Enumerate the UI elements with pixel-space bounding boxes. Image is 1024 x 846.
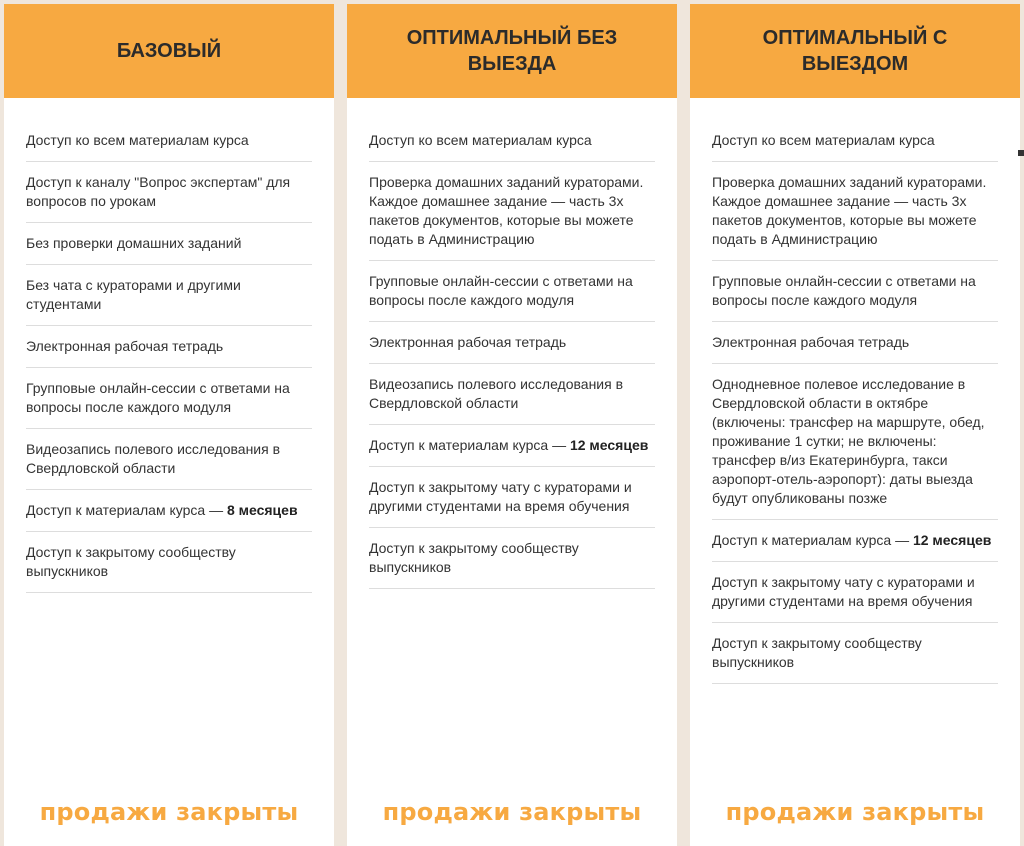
- plan-card-optimal-with-trip: [690, 4, 1020, 846]
- feature-item: [712, 562, 998, 623]
- feature-text: Доступ к закрытому чату с кураторами и другими студентами на время обучения: [369, 479, 632, 514]
- feature-item: [26, 326, 312, 368]
- feature-highlight: 12 месяцев: [912, 532, 992, 548]
- feature-item: [369, 364, 655, 425]
- plan-card-optimal-no-trip: [347, 4, 677, 846]
- feature-text: Без чата с кураторами и другими студентами: [26, 277, 241, 312]
- feature-highlight: 12 месяцев: [569, 437, 649, 453]
- feature-text: Без проверки домашних заданий: [26, 235, 242, 251]
- feature-text: Доступ к закрытому сообществу выпускников: [712, 635, 922, 670]
- feature-text: Видеозапись полевого исследования в Свердловской области: [26, 441, 281, 476]
- feature-text: Доступ к материалам курса —: [369, 437, 570, 453]
- plan-title: ОПТИМАЛЬНЫЙ С ВЫЕЗДОМ: [762, 27, 948, 75]
- feature-text: Видеозапись полевого исследования в Свердловской области: [369, 376, 624, 411]
- feature-item: [712, 120, 998, 162]
- feature-text: Однодневное полевое исследование в Свердловской области в октябре (включены: трансфер на маршруте, обед, проживание 1 сутки; не включены: трансфер в/из Екатеринбурга, такси аэропорт-отель-аэропорт): даты выезда будут опубликованы позже: [712, 376, 985, 506]
- feature-list: [690, 120, 998, 684]
- sales-closed-label: продажи закрыты: [725, 798, 985, 826]
- feature-item: [26, 532, 312, 593]
- feature-item: [369, 425, 655, 467]
- plan-title: БАЗОВЫЙ: [116, 40, 222, 62]
- feature-item: [369, 322, 655, 364]
- feature-text: Доступ ко всем материалам курса: [712, 132, 935, 148]
- feature-item: [712, 162, 998, 261]
- feature-list: [347, 120, 655, 589]
- feature-item: [712, 322, 998, 364]
- feature-item: [369, 261, 655, 322]
- feature-item: [26, 120, 312, 162]
- feature-text: Проверка домашних заданий кураторами. Каждое домашнее задание — часть 3х пакетов документов, которые вы можете подать в Администрацию: [712, 174, 987, 247]
- feature-item: [26, 368, 312, 429]
- feature-text: Доступ к каналу "Вопрос экспертам" для вопросов по урокам: [26, 174, 291, 209]
- feature-item: [369, 467, 655, 528]
- feature-text: Доступ к материалам курса —: [26, 502, 227, 518]
- feature-text: Электронная рабочая тетрадь: [712, 334, 910, 350]
- feature-text: Доступ ко всем материалам курса: [26, 132, 249, 148]
- sales-closed-label: продажи закрыты: [39, 798, 299, 826]
- feature-text: Доступ к закрытому сообществу выпускников: [369, 540, 579, 575]
- feature-item: [712, 261, 998, 322]
- feature-text: Проверка домашних заданий кураторами. Каждое домашнее задание — часть 3х пакетов документов, которые вы можете подать в Администрацию: [369, 174, 644, 247]
- feature-text: Доступ к материалам курса —: [712, 532, 913, 548]
- feature-item: [369, 528, 655, 589]
- feature-highlight: 8 месяцев: [226, 502, 298, 518]
- plan-header: [4, 4, 334, 98]
- feature-text: Доступ к закрытому чату с кураторами и другими студентами на время обучения: [712, 574, 975, 609]
- sales-closed-label: продажи закрыты: [382, 798, 642, 826]
- feature-item: [26, 162, 312, 223]
- plan-card-basic: [4, 4, 334, 846]
- feature-text: Электронная рабочая тетрадь: [369, 334, 567, 350]
- feature-text: Групповые онлайн-сессии с ответами на вопросы после каждого модуля: [712, 273, 976, 308]
- feature-item: [712, 623, 998, 684]
- feature-item: [712, 364, 998, 520]
- feature-item: [712, 520, 998, 562]
- feature-item: [26, 223, 312, 265]
- feature-item: [26, 429, 312, 490]
- feature-item: [369, 162, 655, 261]
- feature-item: [26, 490, 312, 532]
- plan-header: [690, 4, 1020, 98]
- scroll-edge-mark: [1018, 150, 1024, 156]
- feature-text: Доступ ко всем материалам курса: [369, 132, 592, 148]
- feature-text: Электронная рабочая тетрадь: [26, 338, 224, 354]
- feature-item: [26, 265, 312, 326]
- plan-title: ОПТИМАЛЬНЫЙ БЕЗ ВЫЕЗДА: [406, 27, 618, 75]
- feature-item: [369, 120, 655, 162]
- feature-text: Доступ к закрытому сообществу выпускников: [26, 544, 236, 579]
- feature-text: Групповые онлайн-сессии с ответами на вопросы после каждого модуля: [369, 273, 633, 308]
- feature-text: Групповые онлайн-сессии с ответами на вопросы после каждого модуля: [26, 380, 290, 415]
- plan-header: [347, 4, 677, 98]
- feature-list: [4, 120, 312, 593]
